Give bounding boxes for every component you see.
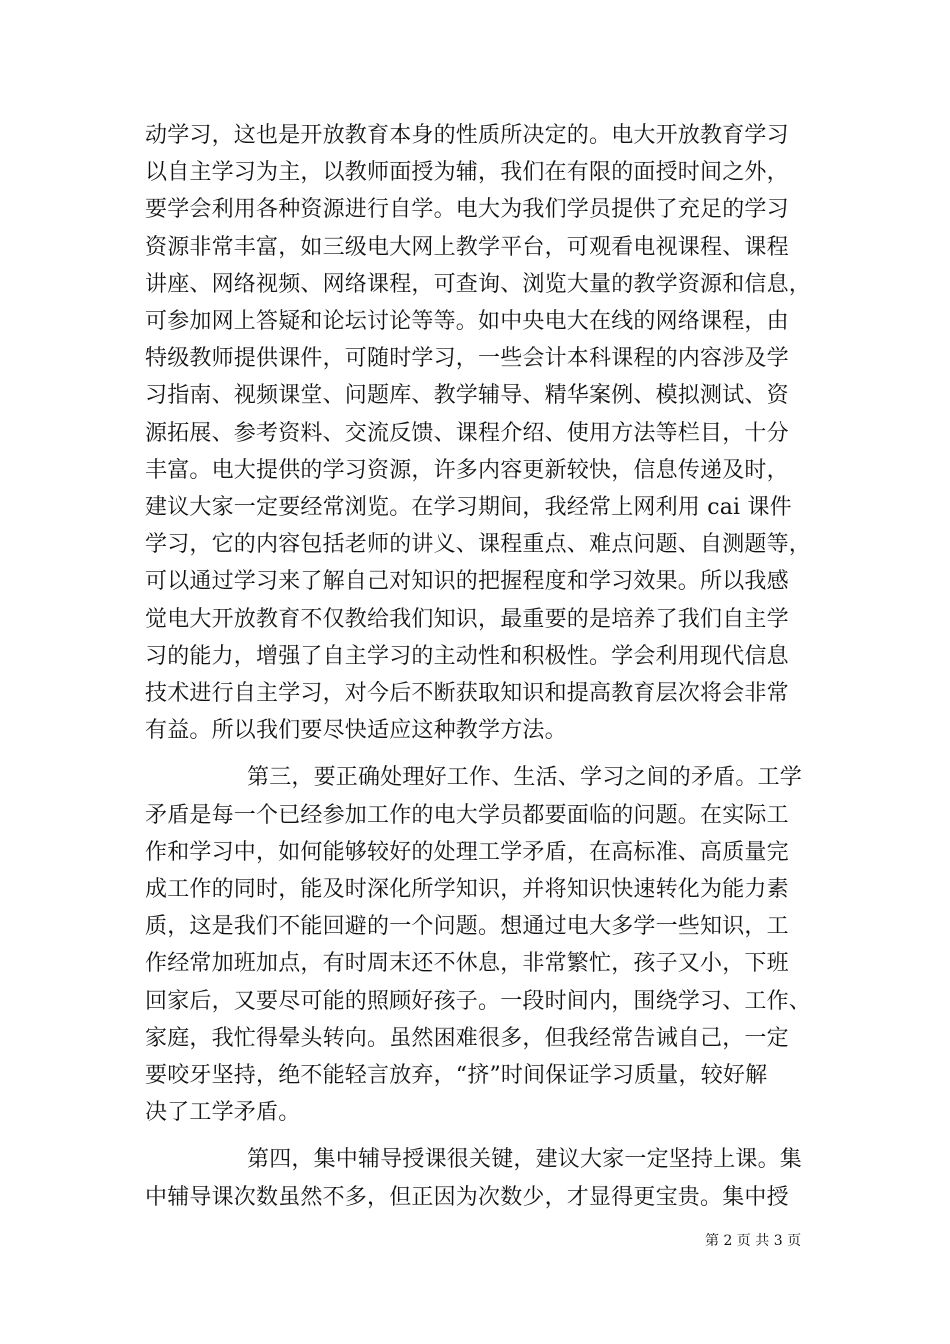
body-line: 建议大家一定要经常浏览。在学习期间，我经常上网利用 cai 课件 bbox=[145, 495, 792, 520]
body-line: 决了工学矛盾。 bbox=[145, 1100, 301, 1125]
body-line: 质，这是我们不能回避的一个问题。想通过电大多学一些知识，工 bbox=[145, 914, 789, 939]
body-line: 矛盾是每一个已经参加工作的电大学员都要面临的问题。在实际工 bbox=[145, 803, 789, 828]
body-line: 回家后，又要尽可能的照顾好孩子。一段时间内，围绕学习、工作、 bbox=[145, 989, 812, 1014]
page-number-footer: 第 2 页 共 3 页 bbox=[705, 1233, 802, 1249]
body-line: 作经常加班加点，有时周末还不休息，非常繁忙，孩子又小，下班 bbox=[145, 951, 789, 976]
body-line: 习指南、视频课堂、问题库、教学辅导、精华案例、模拟测试、资 bbox=[145, 383, 789, 408]
body-line: 以自主学习为主，以教师面授为辅，我们在有限的面授时间之外， bbox=[145, 160, 789, 185]
body-line: 动学习，这也是开放教育本身的性质所决定的。电大开放教育学习 bbox=[145, 123, 789, 148]
body-line: 讲座、网络视频、网络课程，可查询、浏览大量的教学资源和信息， bbox=[145, 272, 812, 297]
body-line: 资源非常丰富，如三级电大网上教学平台，可观看电视课程、课程 bbox=[145, 235, 789, 260]
body-line: 有益。所以我们要尽快适应这种教学方法。 bbox=[145, 718, 567, 743]
body-line: 技术进行自主学习，对今后不断获取知识和提高教育层次将会非常 bbox=[145, 681, 789, 706]
body-line: 可参加网上答疑和论坛讨论等等。如中央电大在线的网络课程，由 bbox=[145, 309, 789, 334]
body-line: 要咬牙坚持，绝不能轻言放弃，“挤”时间保证学习质量，较好解 bbox=[145, 1063, 768, 1088]
body-line: 源拓展、参考资料、交流反馈、课程介绍、使用方法等栏目，十分 bbox=[145, 421, 789, 446]
body-line: 习的能力，增强了自主学习的主动性和积极性。学会利用现代信息 bbox=[145, 644, 789, 669]
body-line: 可以通过学习来了解自己对知识的把握程度和学习效果。所以我感 bbox=[145, 569, 789, 594]
body-line: 中辅导课次数虽然不多，但正因为次数少，才显得更宝贵。集中授 bbox=[145, 1185, 789, 1210]
paragraph-first-line: 第三，要正确处理好工作、生活、学习之间的矛盾。工学 bbox=[247, 765, 803, 790]
body-line: 特级教师提供课件，可随时学习，一些会计本科课程的内容涉及学 bbox=[145, 346, 789, 371]
body-line: 作和学习中，如何能够较好的处理工学矛盾，在高标准、高质量完 bbox=[145, 840, 789, 865]
body-line: 觉电大开放教育不仅教给我们知识，最重要的是培养了我们自主学 bbox=[145, 607, 789, 632]
body-line: 家庭，我忙得晕头转向。虽然困难很多，但我经常告诫自己，一定 bbox=[145, 1026, 789, 1051]
body-line: 学习，它的内容包括老师的讲义、课程重点、难点问题、自测题等， bbox=[145, 532, 812, 557]
body-line: 要学会利用各种资源进行自学。电大为我们学员提供了充足的学习 bbox=[145, 197, 789, 222]
body-line: 丰富。电大提供的学习资源，许多内容更新较快，信息传递及时， bbox=[145, 458, 789, 483]
body-line: 成工作的同时，能及时深化所学知识，并将知识快速转化为能力素 bbox=[145, 877, 789, 902]
paragraph-first-line: 第四，集中辅导授课很关键，建议大家一定坚持上课。集 bbox=[247, 1147, 803, 1172]
